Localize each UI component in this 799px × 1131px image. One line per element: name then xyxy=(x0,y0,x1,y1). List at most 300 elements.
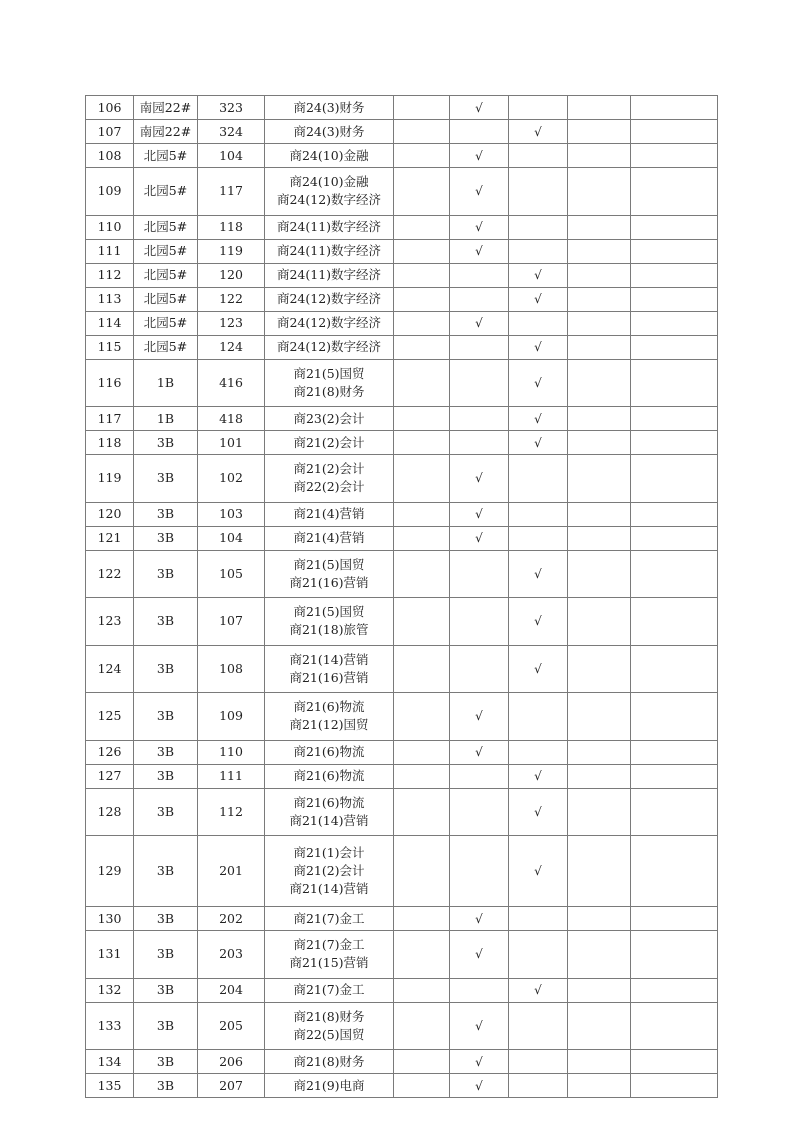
check-cell: √ xyxy=(450,1050,509,1074)
room-cell: 203 xyxy=(198,931,265,979)
classes-cell xyxy=(265,598,394,646)
check-cell xyxy=(568,907,631,931)
table-body xyxy=(86,96,718,1098)
classes-cell xyxy=(265,1050,394,1074)
table-row xyxy=(86,287,718,311)
check-cell xyxy=(568,526,631,550)
table-row xyxy=(86,598,718,646)
table-row xyxy=(86,335,718,359)
table-row xyxy=(86,1074,718,1098)
room-cell: 108 xyxy=(198,645,265,693)
check-cell xyxy=(394,407,450,431)
check-cell xyxy=(568,836,631,907)
class-name: 商21(2)会计 xyxy=(293,461,365,477)
class-name: 商24(3)财务 xyxy=(293,99,365,115)
class-name: 商24(12)数字经济 xyxy=(276,192,382,208)
classes-cell xyxy=(265,740,394,764)
class-name: 商21(6)物流 xyxy=(293,794,365,810)
check-cell xyxy=(631,907,718,931)
class-name: 商21(5)国贸 xyxy=(293,365,365,381)
class-name: 商21(5)国贸 xyxy=(293,556,365,572)
row-number-cell: 122 xyxy=(86,550,134,598)
class-name: 商21(14)营销 xyxy=(289,812,369,828)
check-cell xyxy=(394,263,450,287)
check-cell xyxy=(631,263,718,287)
class-name: 商24(12)数字经济 xyxy=(276,291,382,306)
check-cell xyxy=(450,263,509,287)
check-cell xyxy=(509,502,568,526)
check-cell xyxy=(450,120,509,144)
check-cell: √ xyxy=(450,1074,509,1098)
check-cell: √ xyxy=(450,96,509,120)
check-cell xyxy=(394,788,450,836)
row-number-cell: 135 xyxy=(86,1074,134,1098)
check-cell: √ xyxy=(509,598,568,646)
check-cell xyxy=(394,978,450,1002)
check-cell: √ xyxy=(450,144,509,168)
row-number-cell: 121 xyxy=(86,526,134,550)
check-cell xyxy=(394,431,450,455)
row-number-cell: 116 xyxy=(86,359,134,407)
room-cell: 103 xyxy=(198,502,265,526)
table-row xyxy=(86,431,718,455)
check-cell xyxy=(450,431,509,455)
check-cell xyxy=(568,144,631,168)
table-row xyxy=(86,407,718,431)
table-row xyxy=(86,215,718,239)
classes-cell xyxy=(265,978,394,1002)
check-cell: √ xyxy=(509,645,568,693)
class-name: 商21(14)营销 xyxy=(289,651,369,667)
check-cell xyxy=(631,335,718,359)
room-cell: 112 xyxy=(198,788,265,836)
building-cell: 北园5# xyxy=(134,239,198,263)
check-cell xyxy=(394,693,450,741)
check-cell xyxy=(631,598,718,646)
class-name: 商21(6)物流 xyxy=(293,768,365,783)
check-cell xyxy=(509,168,568,216)
check-cell xyxy=(631,764,718,788)
building-cell: 北园5# xyxy=(134,144,198,168)
check-cell xyxy=(568,740,631,764)
check-cell xyxy=(568,598,631,646)
check-cell xyxy=(631,455,718,503)
check-cell xyxy=(568,1050,631,1074)
class-name: 商21(2)会计 xyxy=(293,434,365,450)
check-cell xyxy=(568,645,631,693)
check-cell xyxy=(394,1050,450,1074)
classes-cell xyxy=(265,836,394,907)
check-cell xyxy=(631,287,718,311)
check-cell xyxy=(631,693,718,741)
room-cell: 124 xyxy=(198,335,265,359)
class-name: 商24(11)数字经济 xyxy=(276,219,382,234)
check-cell xyxy=(568,1074,631,1098)
check-cell xyxy=(631,550,718,598)
class-name: 商21(7)金工 xyxy=(293,937,365,953)
row-number-cell: 113 xyxy=(86,287,134,311)
check-cell: √ xyxy=(450,168,509,216)
building-cell: 3B xyxy=(134,764,198,788)
check-cell xyxy=(631,1002,718,1050)
building-cell: 3B xyxy=(134,1074,198,1098)
row-number-cell: 110 xyxy=(86,215,134,239)
check-cell xyxy=(568,215,631,239)
check-cell xyxy=(509,693,568,741)
building-cell: 1B xyxy=(134,407,198,431)
building-cell: 3B xyxy=(134,907,198,931)
table-row xyxy=(86,550,718,598)
table-row xyxy=(86,120,718,144)
check-cell xyxy=(631,359,718,407)
check-cell xyxy=(450,788,509,836)
check-cell xyxy=(394,311,450,335)
room-cell: 109 xyxy=(198,693,265,741)
building-cell: 3B xyxy=(134,1002,198,1050)
room-cell: 110 xyxy=(198,740,265,764)
check-cell xyxy=(631,96,718,120)
row-number-cell: 106 xyxy=(86,96,134,120)
check-cell: √ xyxy=(509,836,568,907)
table-row xyxy=(86,978,718,1002)
check-cell: √ xyxy=(450,215,509,239)
classes-cell xyxy=(265,907,394,931)
class-name: 商21(8)财务 xyxy=(293,1053,365,1069)
class-name: 商21(8)财务 xyxy=(293,383,365,399)
classes-cell xyxy=(265,168,394,216)
classes-cell xyxy=(265,1002,394,1050)
class-name: 商21(5)国贸 xyxy=(293,604,365,620)
room-cell: 105 xyxy=(198,550,265,598)
row-number-cell: 134 xyxy=(86,1050,134,1074)
table-row xyxy=(86,740,718,764)
check-cell: √ xyxy=(450,740,509,764)
table-row xyxy=(86,1002,718,1050)
check-cell xyxy=(568,335,631,359)
check-cell xyxy=(394,359,450,407)
check-cell: √ xyxy=(450,526,509,550)
check-cell xyxy=(568,287,631,311)
room-cell: 104 xyxy=(198,144,265,168)
building-cell: 1B xyxy=(134,359,198,407)
check-cell xyxy=(394,526,450,550)
room-cell: 207 xyxy=(198,1074,265,1098)
check-cell xyxy=(509,1050,568,1074)
check-cell xyxy=(394,144,450,168)
row-number-cell: 109 xyxy=(86,168,134,216)
check-cell: √ xyxy=(509,978,568,1002)
classes-cell xyxy=(265,550,394,598)
building-cell: 3B xyxy=(134,526,198,550)
check-cell xyxy=(631,311,718,335)
row-number-cell: 126 xyxy=(86,740,134,764)
check-cell: √ xyxy=(450,931,509,979)
classes-cell xyxy=(265,693,394,741)
check-cell xyxy=(568,1002,631,1050)
table-row xyxy=(86,693,718,741)
check-cell xyxy=(394,740,450,764)
check-cell: √ xyxy=(509,335,568,359)
classes-cell xyxy=(265,455,394,503)
room-cell: 202 xyxy=(198,907,265,931)
check-cell xyxy=(568,311,631,335)
check-cell xyxy=(394,645,450,693)
check-cell xyxy=(631,645,718,693)
building-cell: 北园5# xyxy=(134,335,198,359)
check-cell xyxy=(631,740,718,764)
check-cell xyxy=(509,215,568,239)
class-name: 商21(7)金工 xyxy=(293,982,365,997)
building-cell: 3B xyxy=(134,740,198,764)
check-cell xyxy=(568,788,631,836)
check-cell xyxy=(568,431,631,455)
check-cell xyxy=(568,931,631,979)
room-cell: 101 xyxy=(198,431,265,455)
row-number-cell: 117 xyxy=(86,407,134,431)
check-cell xyxy=(394,96,450,120)
class-name: 商24(12)数字经济 xyxy=(276,339,382,354)
table-row xyxy=(86,239,718,263)
check-cell xyxy=(568,455,631,503)
room-cell: 123 xyxy=(198,311,265,335)
check-cell xyxy=(394,287,450,311)
row-number-cell: 107 xyxy=(86,120,134,144)
check-cell xyxy=(394,335,450,359)
check-cell xyxy=(631,1050,718,1074)
room-cell: 118 xyxy=(198,215,265,239)
check-cell xyxy=(631,836,718,907)
check-cell xyxy=(394,120,450,144)
table-row xyxy=(86,764,718,788)
check-cell xyxy=(394,455,450,503)
row-number-cell: 115 xyxy=(86,335,134,359)
class-name: 商24(12)数字经济 xyxy=(276,315,382,330)
room-cell: 111 xyxy=(198,764,265,788)
table-row xyxy=(86,455,718,503)
check-cell xyxy=(450,836,509,907)
building-cell: 南园22# xyxy=(134,96,198,120)
check-cell xyxy=(450,645,509,693)
check-cell: √ xyxy=(450,1002,509,1050)
row-number-cell: 128 xyxy=(86,788,134,836)
room-cell: 204 xyxy=(198,978,265,1002)
check-cell xyxy=(631,431,718,455)
classes-cell xyxy=(265,215,394,239)
row-number-cell: 124 xyxy=(86,645,134,693)
check-cell xyxy=(631,168,718,216)
check-cell xyxy=(394,907,450,931)
building-cell: 北园5# xyxy=(134,263,198,287)
check-cell xyxy=(509,907,568,931)
table-row xyxy=(86,526,718,550)
check-cell xyxy=(509,239,568,263)
classes-cell xyxy=(265,931,394,979)
class-name: 商21(14)营销 xyxy=(289,881,369,896)
room-cell: 324 xyxy=(198,120,265,144)
table-row xyxy=(86,359,718,407)
check-cell xyxy=(394,239,450,263)
check-cell: √ xyxy=(509,287,568,311)
class-name: 商24(11)数字经济 xyxy=(276,267,382,282)
classes-cell xyxy=(265,431,394,455)
class-name: 商23(2)会计 xyxy=(293,410,365,426)
check-cell: √ xyxy=(509,550,568,598)
table-row xyxy=(86,311,718,335)
class-name: 商21(8)财务 xyxy=(293,1008,365,1024)
check-cell: √ xyxy=(450,693,509,741)
building-cell: 北园5# xyxy=(134,311,198,335)
classes-cell xyxy=(265,287,394,311)
room-cell: 416 xyxy=(198,359,265,407)
check-cell xyxy=(568,693,631,741)
check-cell xyxy=(509,1002,568,1050)
check-cell xyxy=(631,239,718,263)
check-cell xyxy=(394,1002,450,1050)
class-name: 商21(2)会计 xyxy=(293,863,365,878)
room-cell: 323 xyxy=(198,96,265,120)
check-cell xyxy=(509,455,568,503)
check-cell: √ xyxy=(509,431,568,455)
check-cell: √ xyxy=(450,455,509,503)
check-cell xyxy=(450,550,509,598)
building-cell: 南园22# xyxy=(134,120,198,144)
class-name: 商22(5)国贸 xyxy=(293,1026,365,1042)
classes-cell xyxy=(265,788,394,836)
table-row xyxy=(86,144,718,168)
check-cell xyxy=(568,263,631,287)
check-cell xyxy=(631,526,718,550)
row-number-cell: 132 xyxy=(86,978,134,1002)
room-cell: 119 xyxy=(198,239,265,263)
check-cell xyxy=(394,215,450,239)
check-cell xyxy=(631,120,718,144)
room-cell: 122 xyxy=(198,287,265,311)
class-name: 商21(1)会计 xyxy=(293,845,365,860)
row-number-cell: 131 xyxy=(86,931,134,979)
check-cell: √ xyxy=(509,359,568,407)
class-name: 商21(16)营销 xyxy=(289,574,369,590)
room-cell: 205 xyxy=(198,1002,265,1050)
classes-cell xyxy=(265,502,394,526)
building-cell: 3B xyxy=(134,550,198,598)
class-name: 商22(2)会计 xyxy=(293,479,365,495)
building-cell: 3B xyxy=(134,455,198,503)
classes-cell xyxy=(265,120,394,144)
check-cell: √ xyxy=(450,311,509,335)
row-number-cell: 125 xyxy=(86,693,134,741)
room-cell: 206 xyxy=(198,1050,265,1074)
building-cell: 北园5# xyxy=(134,215,198,239)
building-cell: 3B xyxy=(134,693,198,741)
table-row xyxy=(86,836,718,907)
check-cell xyxy=(568,407,631,431)
class-name: 商21(9)电商 xyxy=(293,1077,365,1093)
table-row xyxy=(86,931,718,979)
check-cell: √ xyxy=(509,764,568,788)
table-row xyxy=(86,907,718,931)
check-cell: √ xyxy=(450,239,509,263)
check-cell xyxy=(631,978,718,1002)
table-row xyxy=(86,168,718,216)
check-cell: √ xyxy=(450,502,509,526)
page xyxy=(85,95,718,1098)
building-cell: 3B xyxy=(134,431,198,455)
classes-cell xyxy=(265,764,394,788)
classes-cell xyxy=(265,239,394,263)
check-cell xyxy=(450,335,509,359)
check-cell xyxy=(509,144,568,168)
building-cell: 3B xyxy=(134,502,198,526)
check-cell xyxy=(631,215,718,239)
class-name: 商21(12)国贸 xyxy=(289,717,369,733)
class-name: 商21(7)金工 xyxy=(293,910,365,926)
class-name: 商21(6)物流 xyxy=(293,699,365,715)
check-cell xyxy=(450,407,509,431)
check-cell xyxy=(509,96,568,120)
check-cell xyxy=(450,287,509,311)
check-cell: √ xyxy=(509,788,568,836)
check-cell xyxy=(509,526,568,550)
building-cell: 北园5# xyxy=(134,168,198,216)
row-number-cell: 127 xyxy=(86,764,134,788)
room-cell: 107 xyxy=(198,598,265,646)
class-name: 商24(10)金融 xyxy=(289,174,369,190)
check-cell xyxy=(568,764,631,788)
room-cell: 117 xyxy=(198,168,265,216)
class-name: 商21(15)营销 xyxy=(289,955,369,971)
row-number-cell: 114 xyxy=(86,311,134,335)
class-name: 商21(16)营销 xyxy=(289,669,369,685)
check-cell xyxy=(568,96,631,120)
row-number-cell: 112 xyxy=(86,263,134,287)
table-row xyxy=(86,96,718,120)
building-cell: 北园5# xyxy=(134,287,198,311)
building-cell: 3B xyxy=(134,978,198,1002)
check-cell xyxy=(450,598,509,646)
check-cell xyxy=(631,931,718,979)
check-cell xyxy=(394,502,450,526)
row-number-cell: 119 xyxy=(86,455,134,503)
check-cell: √ xyxy=(509,407,568,431)
check-cell xyxy=(568,359,631,407)
check-cell xyxy=(509,740,568,764)
check-cell xyxy=(631,788,718,836)
classes-cell xyxy=(265,526,394,550)
classes-cell xyxy=(265,1074,394,1098)
check-cell xyxy=(450,978,509,1002)
check-cell: √ xyxy=(509,120,568,144)
class-name: 商21(6)物流 xyxy=(293,744,365,759)
classes-cell xyxy=(265,645,394,693)
classes-cell xyxy=(265,144,394,168)
building-cell: 3B xyxy=(134,836,198,907)
check-cell xyxy=(631,502,718,526)
row-number-cell: 133 xyxy=(86,1002,134,1050)
classes-cell xyxy=(265,263,394,287)
check-cell xyxy=(568,502,631,526)
check-cell xyxy=(631,144,718,168)
check-cell xyxy=(568,120,631,144)
check-cell xyxy=(450,764,509,788)
building-cell: 3B xyxy=(134,1050,198,1074)
building-cell: 3B xyxy=(134,598,198,646)
row-number-cell: 111 xyxy=(86,239,134,263)
room-cell: 102 xyxy=(198,455,265,503)
classes-cell xyxy=(265,335,394,359)
building-cell: 3B xyxy=(134,788,198,836)
check-cell xyxy=(394,1074,450,1098)
row-number-cell: 120 xyxy=(86,502,134,526)
